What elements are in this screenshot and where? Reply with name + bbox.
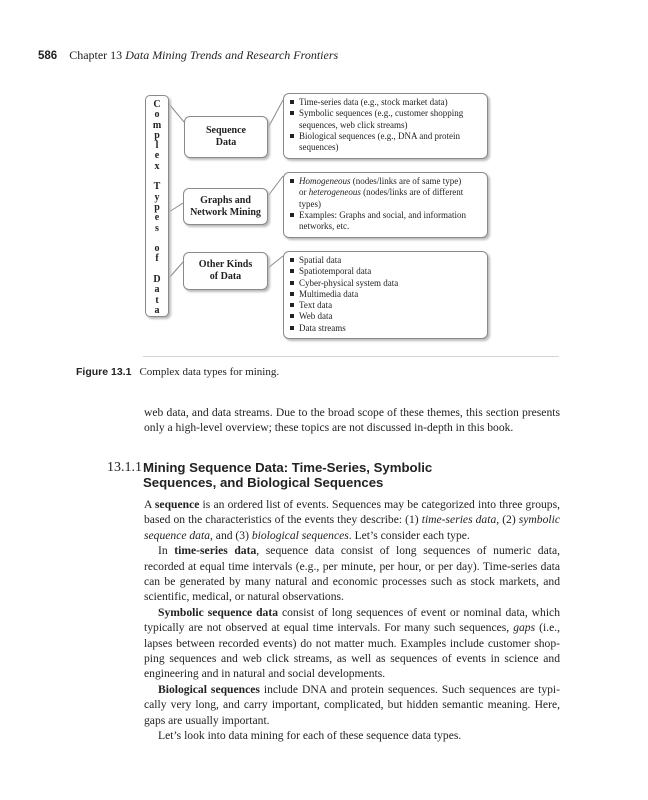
vertical-label-letter: D <box>153 274 161 286</box>
section-title-line2: Sequences, and Biological Sequences <box>143 475 384 490</box>
paragraph: A sequence is an ordered list of events. Sequences may be categorized into three groups, based on the characteristics of the events they describe: (1) time-series data, (2) symbolic sequence data, and (3) biological sequences. Let’s consider each type. <box>144 498 560 542</box>
paragraph: Symbolic sequence data consist of long sequences of event or nominal data, which typically are not observed at equal time intervals. For many such sequences, gaps (i.e., lapses between recorded events) do not matter much. Examples include customer shop-ping sequences and web click streams, as well as sequences of events in science and engineering and in natural and social developments. <box>144 605 561 681</box>
chapter-label: Chapter 13 <box>69 48 123 62</box>
sequence-data-box <box>184 116 268 158</box>
list-item: Examples: Graphs and social, and information networks, etc. <box>290 210 479 233</box>
connector-graphs-right <box>268 176 283 196</box>
graphs-label-2: Network Mining <box>190 206 261 218</box>
section-number: 13.1.1 <box>107 460 142 475</box>
paragraph: In time-series data, sequence data consist of long sequences of numeric data, recorded at equal time intervals (e.g., per minute, per hour, or per day). Time-series data can be generated by many natural and economic processes such as stock markets, and scientific, medical, or natural observations. <box>144 544 560 604</box>
connector-bar-graphs <box>169 203 183 212</box>
other-kinds-label-2: of Data <box>209 271 242 282</box>
other-kinds-label-1: Other Kinds <box>198 259 253 270</box>
vertical-label-letter: o <box>154 109 160 121</box>
list-item: Spatial data <box>290 255 479 266</box>
connector-other-right <box>268 256 283 268</box>
section-title-line1: Mining Sequence Data: Time-Series, Symbolic <box>143 460 433 475</box>
vertical-label <box>146 100 168 316</box>
list-item: Multimedia data <box>290 289 479 300</box>
list-item: Biological sequences (e.g., DNA and protein sequences) <box>290 131 479 154</box>
vertical-label-letter: e <box>154 150 160 162</box>
vertical-label-letter: t <box>155 294 159 306</box>
list-item: Data streams <box>290 323 479 334</box>
paragraph: Biological sequences include DNA and protein sequences. Such sequences are typi-cally very long, and carry important, complicated, but hidden semantic meaning. Here, gaps are usually important. <box>144 682 560 727</box>
sequence-types-list <box>283 93 488 159</box>
list-item: Time-series data (e.g., stock market data) <box>290 97 479 108</box>
vertical-label-letter: s <box>155 222 159 234</box>
other-kinds-list <box>283 251 488 339</box>
vertical-label-letter: a <box>154 304 160 316</box>
vertical-label-letter: m <box>152 119 162 131</box>
paragraph: Let’s look into data mining for each of these sequence data types. <box>158 729 462 743</box>
vertical-label-letter: p <box>154 201 160 213</box>
graphs-network-box <box>183 188 268 225</box>
vertical-label-letter: x <box>154 160 160 172</box>
figure-complex-data-types <box>0 0 648 360</box>
connector-bar-sequence <box>169 104 184 122</box>
vertical-label-letter: e <box>154 212 160 224</box>
vertical-label-letter: T <box>153 181 161 193</box>
section-body <box>144 497 560 744</box>
list-item: Symbolic sequences (e.g., customer shopping sequences, web click streams) <box>290 108 479 131</box>
page-number: 586 <box>38 50 58 62</box>
caption-label: Figure 13.1 <box>76 366 132 378</box>
vertical-label-letter: f <box>155 253 159 265</box>
sequence-data-label-2: Data <box>215 137 237 148</box>
list-item: Web data <box>290 311 479 322</box>
complex-types-of-data-bar <box>145 95 169 317</box>
vertical-label-letter: y <box>154 191 160 203</box>
vertical-label-letter: p <box>154 129 160 141</box>
vertical-label-letter: o <box>154 243 160 255</box>
caption-text: Complex data types for mining. <box>139 366 280 378</box>
vertical-label-letter: C <box>153 99 161 110</box>
list-item: Text data <box>290 300 479 311</box>
graph-types-list <box>283 172 488 238</box>
sequence-data-label-1: Sequence <box>206 125 246 136</box>
list-item: Homogeneous (nodes/links are of same type) or heterogeneous (nodes/links are of different types) <box>290 176 479 210</box>
chapter-title: Data Mining Trends and Research Frontiers <box>125 48 339 62</box>
figure-caption <box>76 366 279 378</box>
connector-bar-other <box>169 262 183 278</box>
connector-sequence-right <box>268 100 283 128</box>
vertical-label-letter: l <box>155 140 159 152</box>
intro-paragraph: web data, and data streams. Due to the broad scope of these themes, this section presents only a high-level overview; these topics are not discussed in-depth in this book. <box>144 406 560 435</box>
list-item: Spatiotemporal data <box>290 266 479 277</box>
list-item: Cyber-physical system data <box>290 278 479 289</box>
other-kinds-box <box>183 252 268 290</box>
graphs-label-1: Graphs and <box>200 194 251 206</box>
vertical-label-letter: a <box>154 284 160 296</box>
figure-divider <box>143 356 559 357</box>
